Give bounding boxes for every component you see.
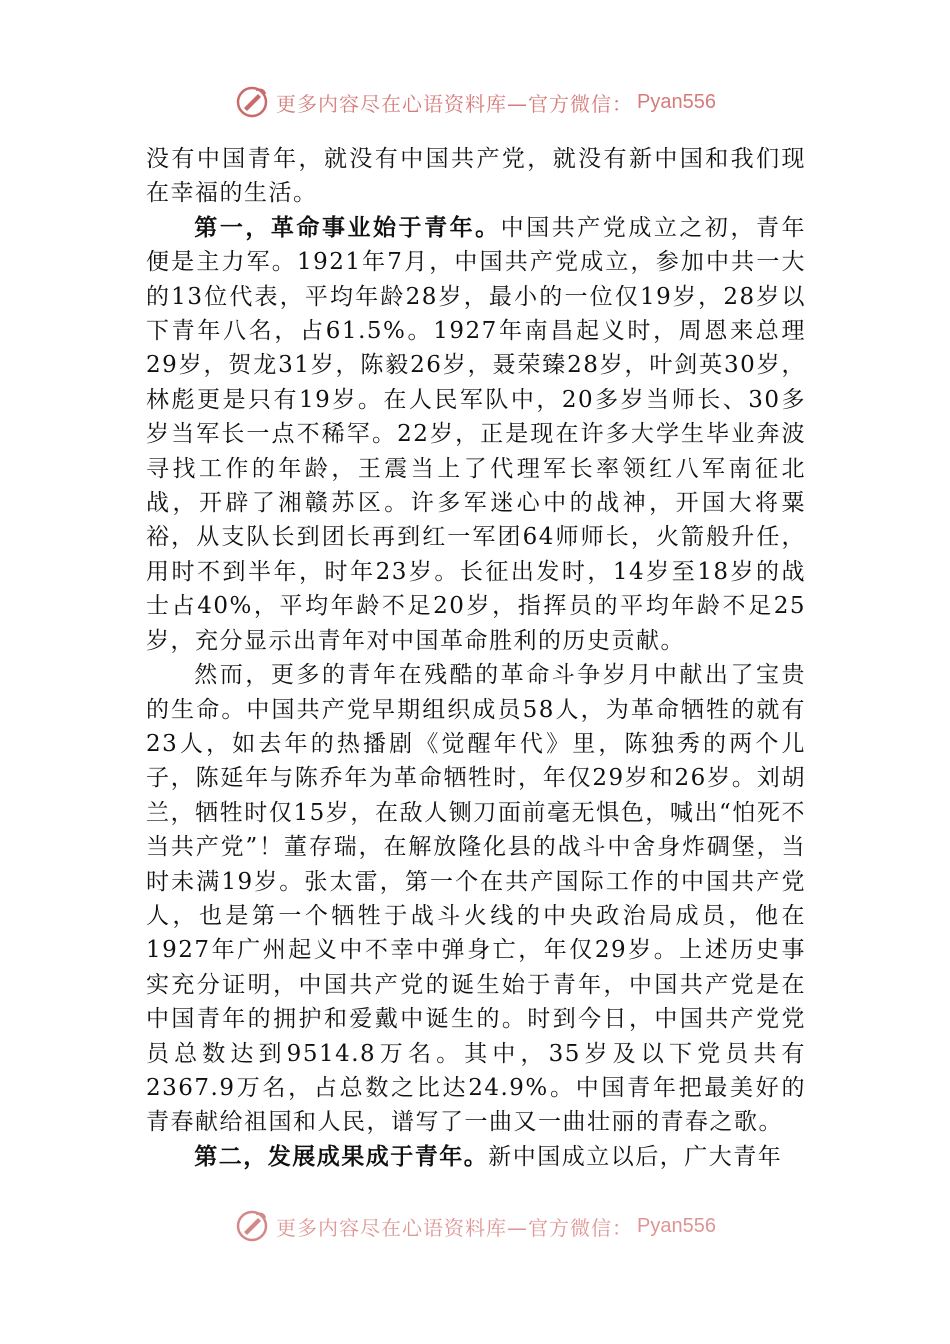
paragraph-2-text: 中国共产党成立之初，青年便是主力军。1921年7月，中国共产党成立，参加中共一大的13位代表，平均年龄28岁，最小的一位仅19岁，28岁以下青年八名，占61.5%。1927年南昌起义时，周恩来总理29岁，贺龙31岁，陈毅26岁，聂荣臻28岁，叶剑英30岁，林彪更是只有19岁。在人民军队中，20多岁当师长、30多岁当军长一点不稀罕。22岁，正是现在许多大学生毕业奔波寻找工作的年龄，王震当上了代理军长率领红八军南征北战，开辟了湘赣苏区。许多军迷心中的战神，开国大将粟裕，从支队长到团长再到红一军团64师师长，火箭般升任，用时不到半年，时年23岁。长征出发时，14岁至18岁的战士占40%，平均年龄不足20岁，指挥员的平均年龄不足25岁，充分显示出青年对中国革命胜利的历史贡献。 [146, 214, 807, 654]
watermark-wechat-id: Pyan556 [637, 1214, 716, 1237]
footer-watermark [0, 1206, 950, 1246]
paragraph-3 [146, 658, 806, 1140]
section-heading-2: 第二，发展成果成于青年。 [194, 1142, 489, 1170]
document-body [146, 142, 806, 1174]
paragraph-1 [146, 142, 806, 211]
header-watermark [0, 82, 950, 122]
paragraph-1-text: 没有中国青年，就没有中国共产党，就没有新中国和我们现在幸福的生活。 [146, 146, 806, 207]
pen-logo-icon [234, 1208, 270, 1244]
paragraph-2 [146, 211, 806, 658]
watermark-wechat-id: Pyan556 [637, 90, 716, 113]
watermark-text: 更多内容尽在心语资料库—官方微信： [276, 1215, 634, 1240]
paragraph-3-text: 然而，更多的青年在残酷的革命斗争岁月中献出了宝贵的生命。中国共产党早期组织成员58人，为革命牺牲的就有23人，如去年的热播剧《觉醒年代》里，陈独秀的两个儿子，陈延年与陈乔年为革命牺牲时，年仅29岁和26岁。刘胡兰，牺牲时仅15岁，在敌人铡刀面前毫无惧色，喊出“怕死不当共产党”！董存瑞，在解放隆化县的战斗中舍身炸碉堡，当时未满19岁。张太雷，第一个在共产国际工作的中国共产党人，也是第一个牺牲于战斗火线的中央政治局成员，他在1927年广州起义中不幸中弹身亡，年仅29岁。上述历史事实充分证明，中国共产党的诞生始于青年，中国共产党是在中国青年的拥护和爱戴中诞生的。时到今日，中国共产党党员总数达到9514.8万名。其中，35岁及以下党员共有2367.9万名，占总数之比达24.9%。中国青年把最美好的青春献给祖国和人民，谱写了一曲又一曲壮丽的青春之歌。 [146, 662, 806, 1136]
section-heading-1: 第一，革命事业始于青年。 [194, 213, 501, 241]
pen-logo-icon [234, 84, 270, 120]
paragraph-4 [146, 1140, 806, 1174]
watermark-text: 更多内容尽在心语资料库—官方微信： [276, 91, 634, 116]
paragraph-4-text: 新中国成立以后，广大青年 [488, 1143, 783, 1170]
